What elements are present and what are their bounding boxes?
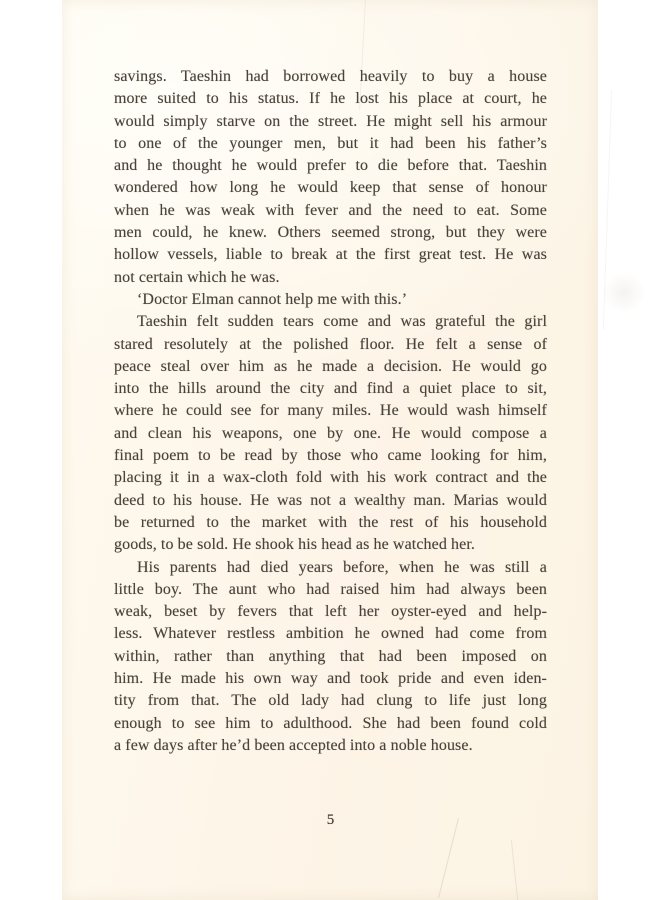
text-line: deed to his house. He was not a wealthy man. Marias would (114, 491, 547, 509)
text-line: savings. Taeshin had borrowed heavily to buy a house (114, 68, 547, 85)
text-line: wondered how long he would keep that sense of honour (114, 179, 547, 197)
text-line: men could, he knew. Others seemed strong, but they were (114, 224, 547, 242)
text-line: placing it in a wax-cloth fold with his work contract and the (114, 469, 547, 487)
ink-showthrough (602, 272, 646, 314)
text-line: would simply starve on the street. He might sell his armour (114, 112, 547, 130)
text-line: not certain which he was. (114, 268, 280, 286)
text-line: when he was weak with fever and the need to eat. Some (114, 201, 547, 219)
text-line: within, rather than anything that had been imposed on (114, 647, 547, 665)
text-line: where he could see for many miles. He would wash himself (114, 402, 547, 420)
text-line: weak, beset by fevers that left her oyster-eyed and help- (114, 603, 547, 621)
text-line: hollow vessels, liable to break at the first great test. He was (114, 246, 547, 264)
text-line: enough to see him to adulthood. She had been found cold (114, 714, 547, 732)
text-line: him. He made his own way and took pride and even iden- (114, 670, 547, 688)
text-line: less. Whatever restless ambition he owned had come from (114, 625, 547, 643)
scan-crease (438, 818, 459, 898)
text-line: Taeshin felt sudden tears come and was grateful the girl (137, 313, 547, 331)
text-line: a few days after he’d been accepted into a noble house. (114, 736, 473, 754)
book-page (62, 0, 598, 900)
page-number: 5 (326, 812, 335, 828)
page-text (114, 66, 547, 757)
text-line: stared resolutely at the polished floor. He felt a sense of (114, 335, 547, 353)
text-line: and clean his weapons, one by one. He would compose a (114, 424, 547, 442)
paragraph (114, 311, 547, 556)
text-line: ‘Doctor Elman cannot help me with this.’ (137, 290, 408, 308)
scan-crease (603, 90, 612, 330)
text-line: and he thought he would prefer to die before that. Taeshin (114, 157, 547, 175)
paragraph (114, 66, 547, 289)
paragraph (114, 557, 547, 758)
text-line: to one of the younger men, but it had been his father’s (114, 134, 547, 152)
scan-crease (511, 840, 518, 900)
text-line: final poem to be read by those who came looking for him, (114, 447, 547, 465)
paragraph (114, 289, 547, 311)
text-line: little boy. The aunt who had raised him had always been (114, 580, 547, 598)
text-line: peace steal over him as he made a decision. He would go (114, 357, 547, 375)
text-line: be returned to the market with the rest of his household (114, 513, 547, 531)
text-line: His parents had died years before, when he was still a (137, 558, 547, 576)
text-line: more suited to his status. If he lost his place at court, he (114, 90, 547, 108)
text-line: goods, to be sold. He shook his head as he watched her. (114, 536, 475, 554)
text-line: tity from that. The old lady had clung to life just long (114, 692, 547, 710)
text-line: into the hills around the city and find a quiet place to sit, (114, 380, 547, 398)
